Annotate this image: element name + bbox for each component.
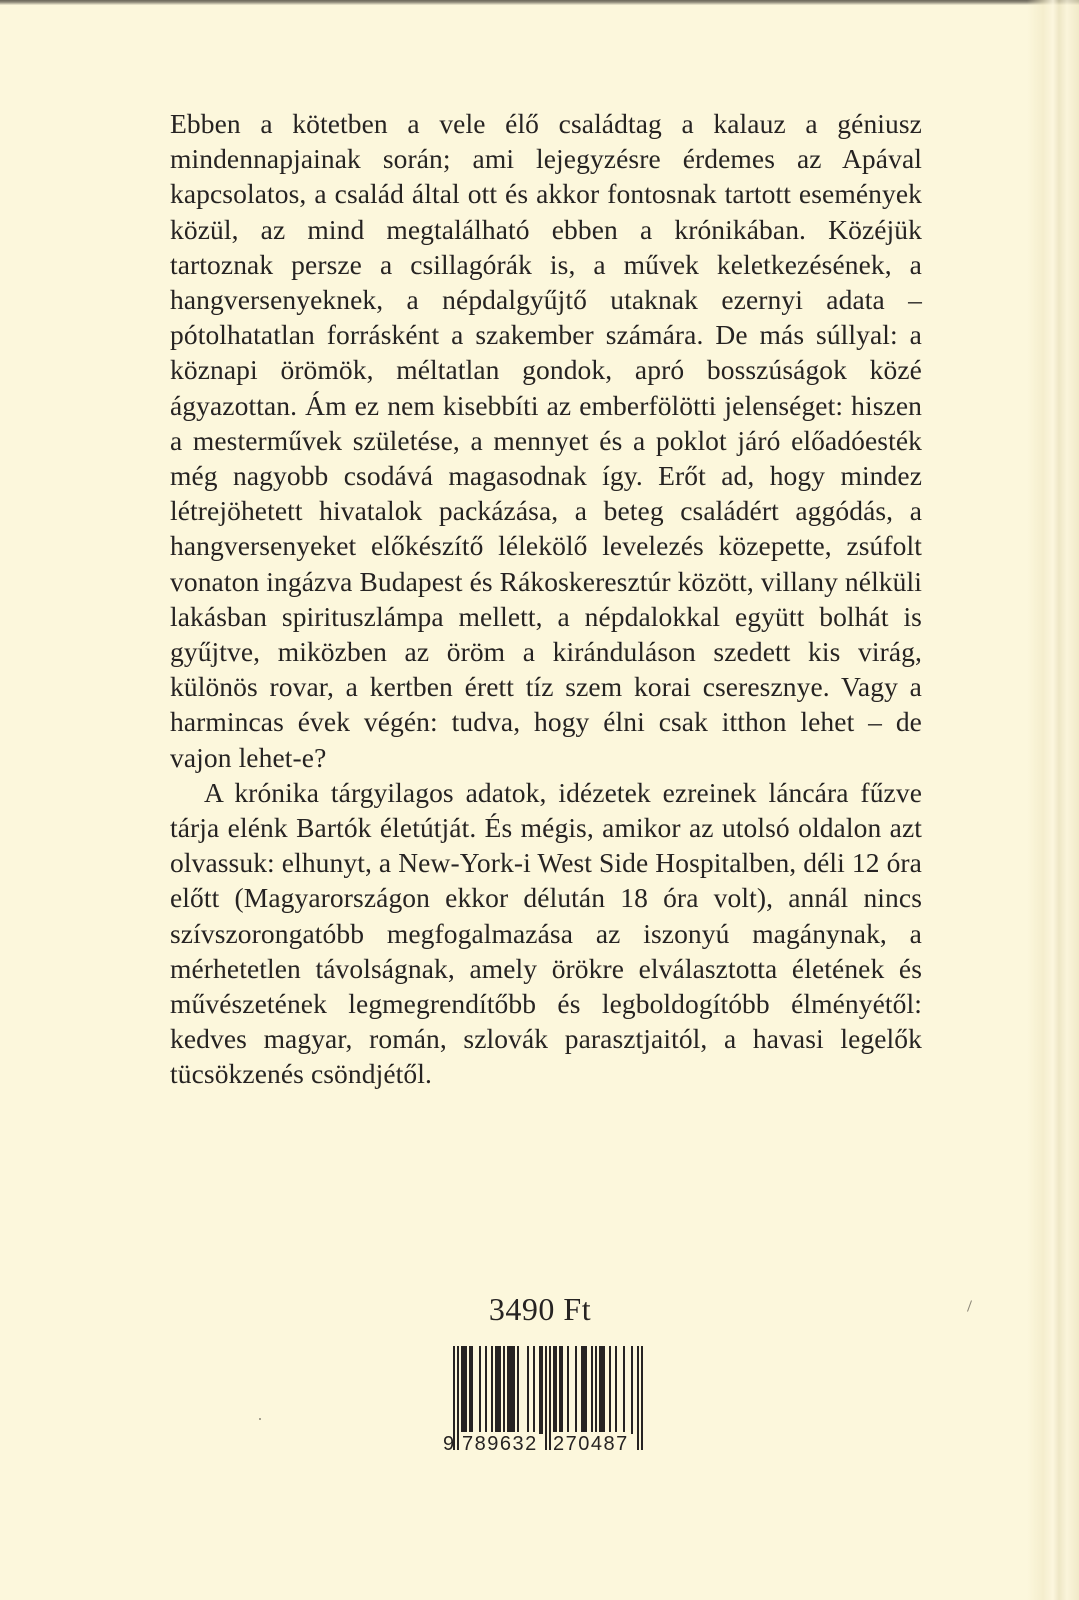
barcode-bar [471,1346,473,1434]
barcode-bar [513,1346,515,1434]
barcode-bar [517,1346,519,1434]
barcode-bar [465,1346,467,1434]
barcode-right-digits: 270487 [553,1433,629,1455]
barcode-lead-digit: 9 [443,1433,455,1455]
barcode-bar [583,1346,585,1434]
barcode-bar [601,1346,603,1434]
barcode-bar [539,1346,541,1434]
back-cover-description [170,106,922,1092]
barcode-bar [507,1346,509,1434]
barcode-bar [541,1346,543,1434]
barcode-bar [555,1346,557,1434]
barcode-bar [533,1346,535,1434]
barcode-bar [485,1346,487,1434]
barcode-bar [561,1346,563,1434]
barcode-bar [591,1346,593,1434]
barcode-bar [463,1346,465,1434]
barcode-bar [497,1346,499,1434]
barcode-bar [575,1346,577,1434]
barcode-bar [527,1346,529,1434]
spine-fold [1027,0,1079,1600]
barcode-bar [495,1346,497,1434]
barcode-bar [509,1346,511,1434]
barcode-bar [499,1346,501,1434]
barcode-bar [559,1346,561,1434]
barcode-bar [553,1346,555,1434]
barcode-bar [609,1346,611,1434]
description-paragraph-1: Ebben a kötetben a vele élő családtag a kalauz a géniusz mindennapjainak során; ami lejegyzésre érdemes az Apával kapcsolatos, a család által ott és akkor fontosnak tartott események közül, az mind megtalálható ebben a krónikában. Közéjük tartoznak persze a csillagórák is, a művek keletkezésének, a hangversenyeknek, a népdalgyűjtő utaknak ezernyi adata – pótolhatatlan forrásként a szakember számára. De más súllyal: a köznapi örömök, méltatlan gondok, apró bosszúságok közé ágyazottan. Ám ez nem kisebbíti az emberfölötti jelenséget: hiszen a mesterművek születése, a mennyet és a poklot járó előadóesték még nagyobb csodává magasodnak így. Erőt ad, hogy mindez létrejöhetett hivatalok packázása, a beteg családért aggódás, a hangversenyeket előkészítő lélekölő levelezés közepette, zsúfolt vonaton ingázva Budapest és Rákoskeresztúr között, villany nélküli lakásban spirituszlámpa mellett, a népdalokkal együtt bolhát is gyűjtve, miközben az öröm a kiránduláson szedett kis virág, különös rovar, a kertben érett tíz szem korai cseresznye. Vagy a harmincas évek végén: tudva, hogy élni csak itthon lehet – de vajon lehet-e? [170,108,922,773]
barcode-bar [585,1346,587,1434]
barcode-bar [595,1346,597,1434]
barcode-bar [461,1346,463,1434]
paper-mark [967,1300,972,1312]
price-label: 3490 Ft [488,1291,592,1327]
cover-top-edge [0,0,1079,5]
barcode-bar [599,1346,601,1434]
barcode-bar [511,1346,513,1434]
barcode-left-digits: 789632 [462,1433,538,1455]
barcode-bar [491,1346,493,1434]
paper-speck [259,1418,261,1420]
barcode-bar [567,1346,569,1434]
barcode-bar [581,1346,583,1434]
barcode-bar [503,1346,505,1434]
barcode-bar [479,1346,481,1434]
barcode-bar [631,1346,633,1434]
barcode-bar [615,1346,617,1434]
description-paragraph-2: A krónika tárgyilagos adatok, idézetek ezreinek láncára fűzve tárja elénk Bartók életútját. És mégis, amikor az utolsó oldalon azt olvassuk: elhunyt, a New-York-i West Side Hospitalben, déli 12 óra előtt (Magyarországon ekkor délután 18 óra volt), annál nincs szívszorongatóbb megfogalmazása az iszonyú magánynak, a mérhetetlen távolságnak, amely örökre elválasztotta életének és művészetének legmegrendítőbb és legboldogítóbb élményétől: kedves magyar, román, szlovák parasztjaitól, a havasi legelők tücsökzenés csöndjétől. [170,776,922,1090]
barcode-bar [603,1346,605,1434]
barcode-bar [623,1346,625,1434]
barcode-bar [469,1346,471,1434]
barcode-digits [443,1432,653,1458]
